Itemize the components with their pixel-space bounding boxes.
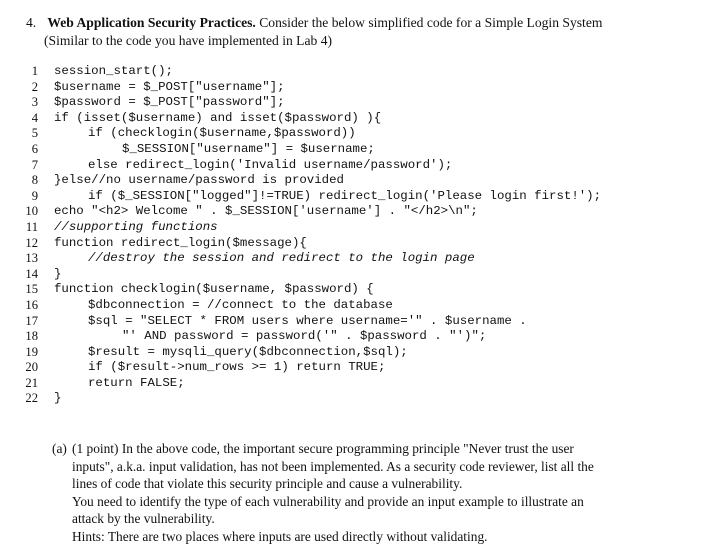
code-text: "' AND password = password('" . $password . "')"; bbox=[122, 329, 487, 344]
line-number: 13 bbox=[25, 251, 38, 266]
code-listing bbox=[0, 64, 712, 407]
question-header-line1 bbox=[26, 14, 686, 32]
part-a-text-line1: (1 point) In the above code, the important secure programming principle "Never trust the user bbox=[72, 441, 574, 456]
line-number: 9 bbox=[31, 188, 38, 203]
code-line bbox=[0, 95, 712, 111]
line-number: 8 bbox=[31, 173, 38, 188]
code-line bbox=[0, 204, 712, 220]
code-line bbox=[0, 282, 712, 298]
part-a bbox=[52, 440, 662, 546]
code-text: $_SESSION["username"] = $username; bbox=[122, 141, 375, 156]
code-text: else redirect_login('Invalid username/password'); bbox=[88, 157, 453, 172]
code-line bbox=[0, 236, 712, 252]
code-text: if ($_SESSION["logged"]!=TRUE) redirect_login('Please login first!'); bbox=[88, 188, 602, 203]
code-text: function checklogin($username, $password) { bbox=[54, 282, 374, 297]
code-line bbox=[0, 126, 712, 142]
code-line bbox=[0, 391, 712, 407]
line-number: 7 bbox=[31, 157, 38, 172]
code-line bbox=[0, 298, 712, 314]
part-a-line1 bbox=[52, 440, 662, 458]
code-text: $username = $_POST["username"]; bbox=[54, 79, 285, 94]
line-number: 21 bbox=[25, 375, 38, 390]
code-line bbox=[0, 158, 712, 174]
code-line bbox=[0, 173, 712, 189]
part-a-text-line4: You need to identify the type of each vulnerability and provide an input example to illustrate an bbox=[72, 493, 584, 509]
line-number: 3 bbox=[31, 95, 38, 110]
question-title: Web Application Security Practices. bbox=[47, 15, 256, 30]
code-text: return FALSE; bbox=[88, 375, 185, 390]
code-text: }else//no username/password is provided bbox=[54, 173, 344, 188]
line-number: 17 bbox=[25, 313, 38, 328]
question-intro-line2: (Similar to the code you have implemented in Lab 4) bbox=[44, 33, 333, 48]
code-line bbox=[0, 80, 712, 96]
part-a-text-line2: inputs", a.k.a. input validation, has not been implemented. As a security code reviewer, list all the bbox=[72, 458, 594, 474]
line-number: 1 bbox=[31, 64, 38, 78]
code-text: //supporting functions bbox=[54, 219, 218, 234]
line-number: 15 bbox=[25, 282, 38, 297]
code-line bbox=[0, 376, 712, 392]
code-text: if (checklogin($username,$password)) bbox=[88, 126, 356, 141]
code-line bbox=[0, 314, 712, 330]
line-number: 14 bbox=[25, 266, 38, 281]
code-text: echo "<h2> Welcome " . $_SESSION['username'] . "</h2>\n"; bbox=[54, 204, 478, 219]
part-a-label: (a) bbox=[52, 441, 67, 456]
part-a-text-line3: lines of code that violate this security principle and cause a vulnerability. bbox=[72, 476, 463, 492]
line-number: 19 bbox=[25, 344, 38, 359]
code-line bbox=[0, 329, 712, 345]
code-text: //destroy the session and redirect to the login page bbox=[88, 251, 475, 266]
code-line bbox=[0, 251, 712, 267]
code-line bbox=[0, 360, 712, 376]
code-line bbox=[0, 220, 712, 236]
line-number: 20 bbox=[25, 360, 38, 375]
line-number: 22 bbox=[25, 391, 38, 406]
line-number: 10 bbox=[25, 204, 38, 219]
line-number: 18 bbox=[25, 329, 38, 344]
code-text: session_start(); bbox=[54, 64, 173, 78]
code-text: } bbox=[54, 391, 62, 406]
code-text: } bbox=[54, 266, 62, 281]
code-text: $password = $_POST["password"]; bbox=[54, 95, 285, 110]
question-number: 4. bbox=[26, 15, 37, 30]
line-number: 2 bbox=[31, 79, 38, 94]
code-text: $sql = "SELECT * FROM users where username='" . $username . bbox=[88, 313, 527, 328]
code-text: if ($result->num_rows >= 1) return TRUE; bbox=[88, 360, 386, 375]
code-text: $result = mysqli_query($dbconnection,$sql); bbox=[88, 344, 408, 359]
line-number: 12 bbox=[25, 235, 38, 250]
code-line bbox=[0, 142, 712, 158]
line-number: 11 bbox=[25, 219, 38, 234]
code-line bbox=[0, 189, 712, 205]
code-text: if (isset($username) and isset($password) ){ bbox=[54, 110, 382, 125]
code-text: function redirect_login($message){ bbox=[54, 235, 307, 250]
line-number: 6 bbox=[31, 141, 38, 156]
question-header bbox=[26, 14, 686, 50]
question-intro: Consider the below simplified code for a Simple Login System bbox=[259, 15, 603, 30]
line-number: 5 bbox=[31, 126, 38, 141]
line-number: 16 bbox=[25, 297, 38, 312]
part-a-text-line5: attack by the vulnerability. bbox=[72, 511, 215, 527]
code-text: $dbconnection = //connect to the database bbox=[88, 297, 393, 312]
code-line bbox=[0, 64, 712, 80]
code-line bbox=[0, 267, 712, 283]
code-line bbox=[0, 345, 712, 361]
part-a-text-line6: Hints: There are two places where inputs are used directly without validating. bbox=[72, 528, 488, 544]
code-line bbox=[0, 111, 712, 127]
line-number: 4 bbox=[31, 110, 38, 125]
